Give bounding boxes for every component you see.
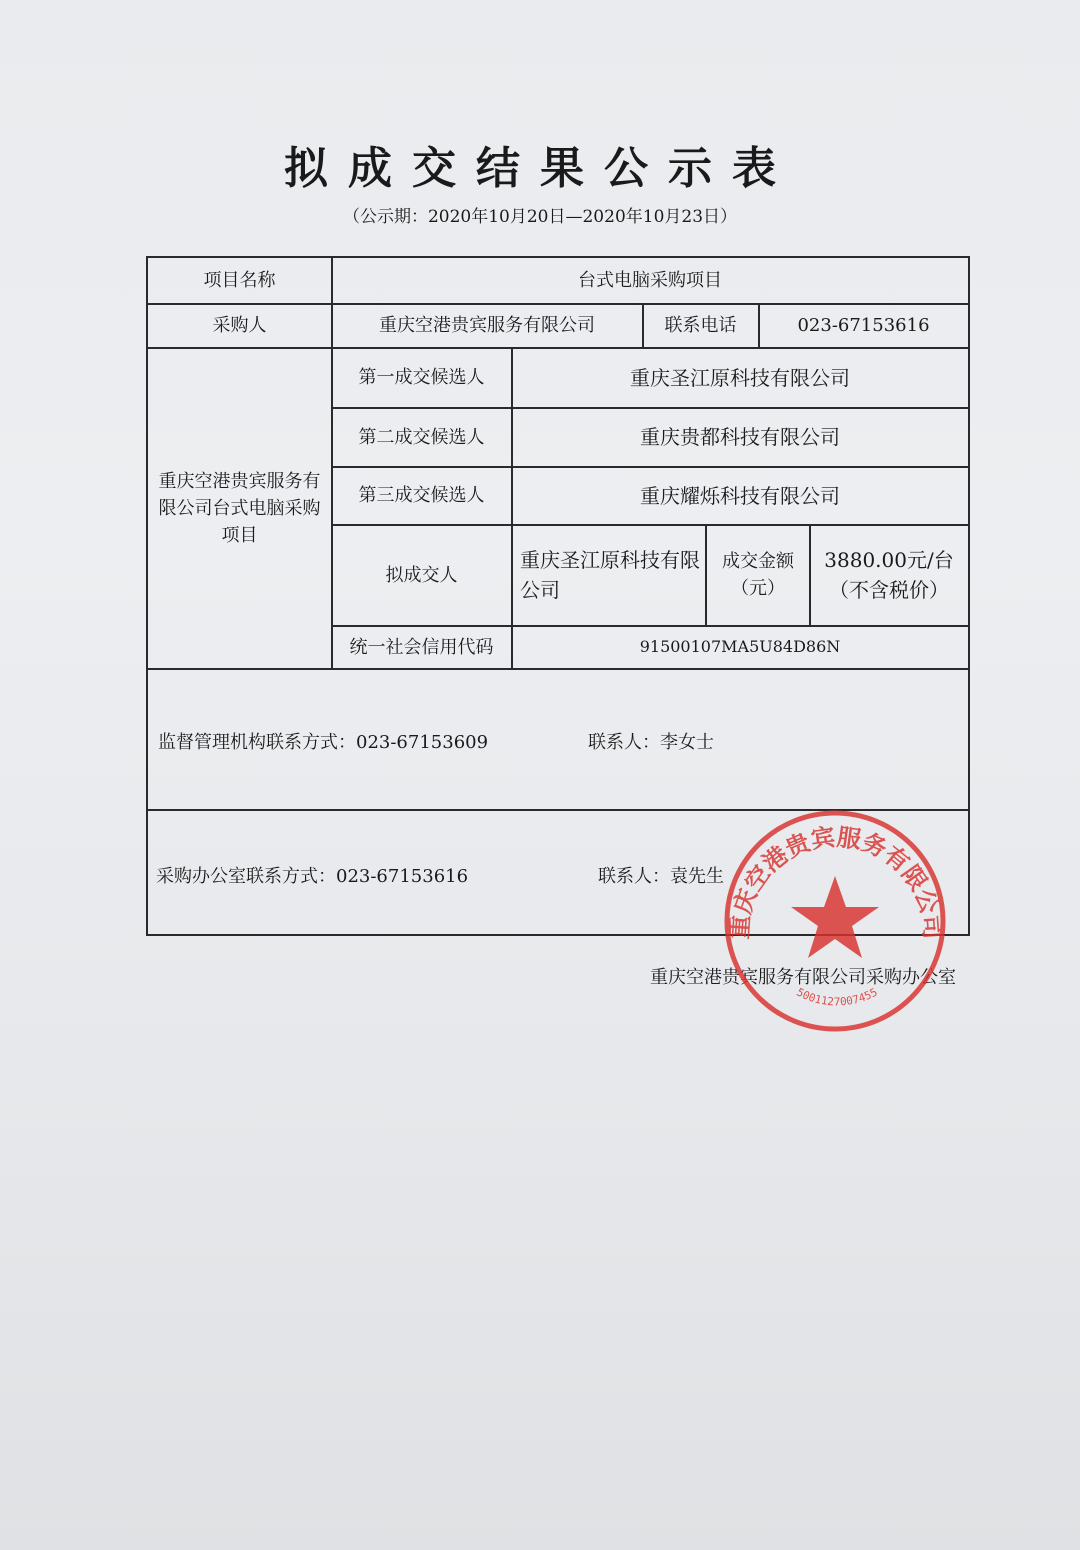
svg-text:重庆空港贵宾服务有限公司: 重庆空港贵宾服务有限公司 [725,823,947,940]
document-title: 拟成交结果公示表 [284,143,796,194]
footer-organization: 重庆空港贵宾服务有限公司采购办公室 [650,967,956,988]
candidate-3-label: 第三成交候选人 [358,485,485,506]
winner-label: 拟成交人 [385,564,458,586]
group-label: 重庆空港贵宾服务有限公司台式电脑采购项目 [158,470,321,546]
phone-label: 联系电话 [664,315,737,336]
publicity-period: （公示期：2020年10月20日—2020年10月23日） [342,207,738,227]
candidate-2-value: 重庆贵都科技有限公司 [640,425,840,449]
candidate-1-label: 第一成交候选人 [358,367,485,388]
svg-text:5001127007455: 5001127007455 [794,985,880,1009]
candidate-1-value: 重庆圣江原科技有限公司 [630,365,850,390]
amount-label: 成交金额（元） [722,551,794,599]
purchaser-label: 采购人 [212,315,267,336]
credit-code-label: 统一社会信用代码 [349,636,494,658]
supervision-contact: 监督管理机构联系方式：023-67153609 [158,732,489,753]
candidate-3-value: 重庆耀烁科技有限公司 [640,483,840,508]
winner-value: 重庆圣江原科技有限公司 [520,548,700,602]
office-person: 联系人：袁先生 [598,866,724,887]
phone-value: 023-67153616 [797,315,930,336]
candidate-2-label: 第二成交候选人 [358,426,485,448]
amount-value: 3880.00元/台（不含税价） [824,548,954,602]
official-seal-icon [722,808,948,1034]
credit-code-value: 91500107MA5U84D86N [639,637,841,656]
supervision-person: 联系人：李女士 [588,732,714,753]
project-name-value: 台式电脑采购项目 [578,270,722,291]
project-name-label: 项目名称 [203,270,276,291]
office-contact: 采购办公室联系方式：023-67153616 [156,866,469,887]
purchaser-value: 重庆空港贵宾服务有限公司 [379,315,595,336]
